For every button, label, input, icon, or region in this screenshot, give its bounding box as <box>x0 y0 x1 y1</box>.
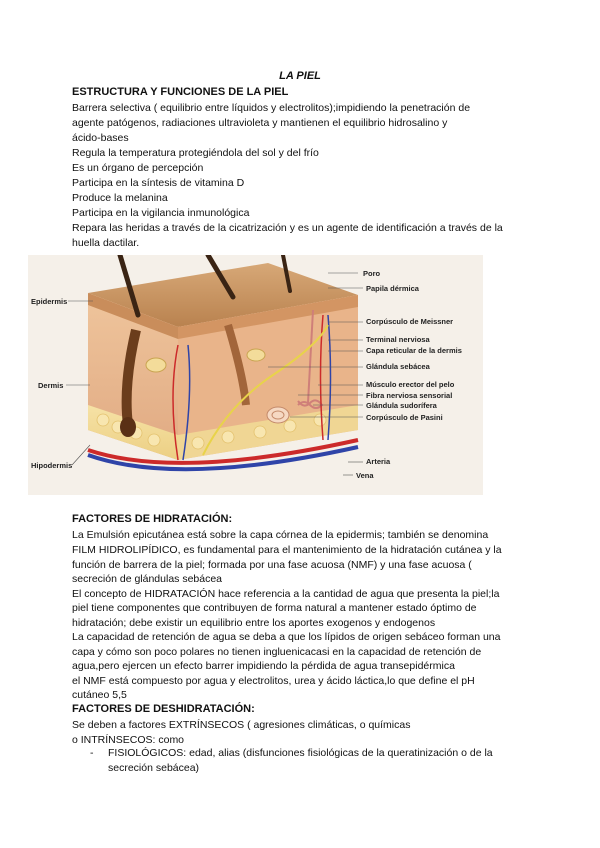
document-title: LA PIEL <box>279 70 321 82</box>
label-poro: Poro <box>363 269 381 278</box>
label-musculo-erector: Músculo erector del pelo <box>366 380 455 389</box>
text-line: La Emulsión epicutánea está sobre la capa córnea de la epidermis; también se denomina <box>72 529 489 541</box>
text-line: secreción de glándulas sebácea <box>72 573 223 585</box>
text-line: capa y cómo son poco polares no tienen ingluenicacasi en la capacidad de retención de <box>72 646 482 658</box>
label-hypodermis: Hipodermis <box>31 461 73 470</box>
text-line: piel tiene componentes que contribuyen de forma natural a mantener estado óptimo de <box>72 602 477 614</box>
text-line: Es un órgano de percepción <box>72 162 204 174</box>
section-heading-deshidratacion: FACTORES DE DESHIDRATACIÓN: <box>72 703 255 715</box>
text-line: cutáneo 5,5 <box>72 689 127 701</box>
text-line: Repara las heridas a través de la cicatrización y es un agente de identificación a través de la <box>72 222 503 234</box>
label-papila-dermica: Papila dérmica <box>366 284 419 293</box>
text-line: agente patógenos, radiaciones ultravioleta y mantienen el equilibrio hidrosalino y <box>72 117 448 129</box>
label-fibra-nerviosa: Fibra nerviosa sensorial <box>366 391 453 400</box>
label-dermis: Dermis <box>38 381 64 390</box>
text-line: Se deben a factores EXTRÍNSECOS ( agresiones climáticas, o químicas <box>72 719 411 731</box>
text-line: o INTRÍNSECOS: como <box>72 734 185 746</box>
text-line: función de barrera de la piel; formada por una fase acuosa (NMF) y una fase acuosa ( <box>72 559 472 571</box>
label-corpusculo-meissner: Corpúsculo de Meissner <box>366 317 454 326</box>
section-heading-structure: ESTRUCTURA Y FUNCIONES DE LA PIEL <box>72 86 289 98</box>
label-corpusculo-pasini: Corpúsculo de Pasini <box>366 413 443 422</box>
text-line: FILM HIDROLIPÍDICO, es fundamental para el mantenimiento de la hidratación cutánea y la <box>72 544 502 556</box>
section-heading-hidratacion: FACTORES DE HIDRATACIÓN: <box>72 513 233 525</box>
text-line: El concepto de HIDRATACIÓN hace referencia a la cantidad de agua que presenta la piel;la <box>72 588 500 600</box>
text-line: agua,pero ejercen un efecto barrer impidiendo la pérdida de agua transepidérmica <box>72 660 455 672</box>
label-capa-reticular: Capa reticular de la dermis <box>366 346 462 355</box>
text-line: hidratación; debe existir un equilibrio entre los aportes exogenos y endogenos <box>72 617 436 629</box>
text-line: Barrera selectiva ( equilibrio entre líquidos y electrolitos);impidiendo la penetración de <box>72 102 471 114</box>
text-line: Participa en la vigilancia inmunológica <box>72 207 250 219</box>
text-line: el NMF está compuesto por agua y electrolitos, urea y ácido láctica,lo que define el pH <box>72 675 475 687</box>
text-line: Participa en la síntesis de vitamina D <box>72 177 245 189</box>
label-vena: Vena <box>356 471 374 480</box>
bullet-dash: - <box>90 747 94 759</box>
bullet-text: FISIOLÓGICOS: edad, alias (disfunciones fisiológicas de la queratinización o de la secreción sebácea) <box>108 747 493 774</box>
text-line: ácido-bases <box>72 132 129 144</box>
text-line: Regula la temperatura protegiéndola del sol y del frío <box>72 147 319 159</box>
label-epidermis: Epidermis <box>31 297 68 306</box>
bullet-item-fisiologicos <box>90 746 530 776</box>
text-line: huella dactilar. <box>72 237 140 249</box>
label-terminal-nerviosa: Terminal nerviosa <box>366 335 430 344</box>
label-arteria: Arteria <box>366 457 391 466</box>
label-glandula-sebacea: Glándula sebácea <box>366 362 430 371</box>
label-glandula-sudorifera: Glándula sudorífera <box>366 401 437 410</box>
text-line: Produce la melanina <box>72 192 168 204</box>
skin-anatomy-figure <box>28 255 483 495</box>
text-line: La capacidad de retención de agua se deba a que los lípidos de origen sebáceo forman una <box>72 631 501 643</box>
